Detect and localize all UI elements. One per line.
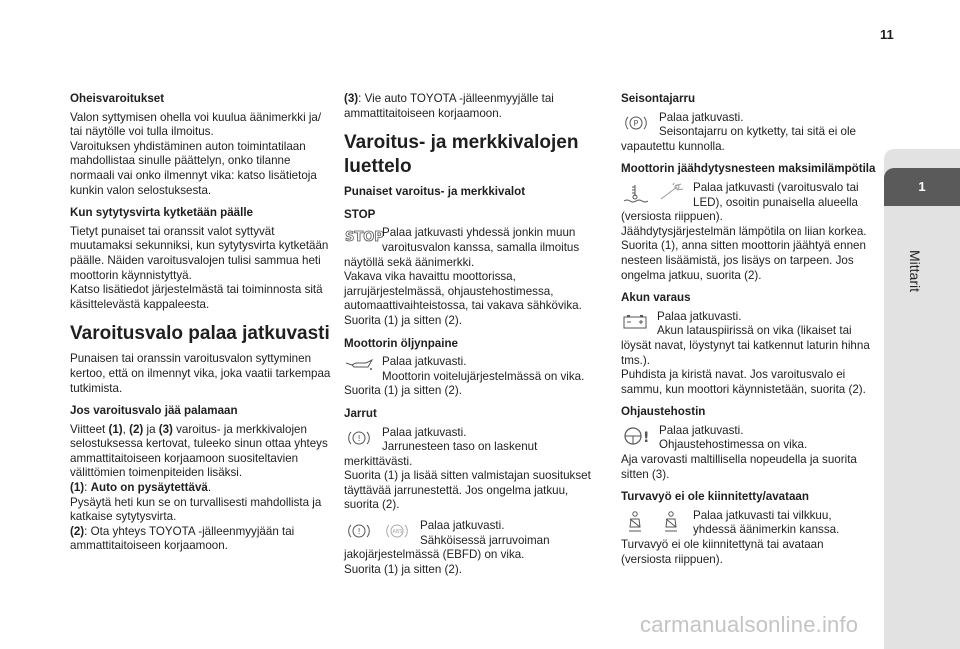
text: Jarrunesteen taso on laskenut merkittävästi. (344, 440, 538, 468)
heading-warning-stays-on: Jos varoitusvalo jää palamaan (70, 404, 238, 418)
text: ja (143, 422, 159, 436)
instruction-stop: Auto on pysäytettävä (90, 481, 208, 495)
text: . (207, 481, 212, 495)
page-number: 11 (880, 27, 894, 42)
paragraph (70, 225, 332, 313)
heading-coolant: Moottorin jäähdytysnesteen maksimilämpötila (621, 162, 876, 176)
text: Suorita (1) ja sitten (2). (344, 313, 462, 327)
paragraph (621, 111, 877, 155)
heading-power-steering: Ohjaustehostin (621, 405, 706, 419)
brake-warning-icon (344, 521, 374, 541)
oil-can-icon (344, 357, 374, 373)
heading-battery: Akun varaus (621, 291, 691, 305)
svg-text:!: ! (643, 429, 650, 446)
brake-warning-icon (344, 428, 374, 448)
stop-icon-text: STOP (345, 230, 384, 246)
text: Palaa jatkuvasti. (659, 110, 744, 124)
text: Palaa jatkuvasti. (382, 355, 467, 369)
heading-brakes: Jarrut (344, 406, 377, 420)
text: Vakava vika havaittu moottorissa, jarrujärjestelmässä, ohjaustehostimessa, automaattivaihteistossa, tai vakava sähkövika. (344, 270, 582, 313)
seatbelt-icon (657, 511, 685, 533)
battery-icon (621, 312, 649, 330)
ref-3: (3) (344, 92, 359, 105)
parking-brake-icon (621, 113, 651, 133)
text: Palaa jatkuvasti tai vilkkuu, yhdessä äänimerkin kanssa. (693, 508, 840, 537)
text: Varoituksen yhdistäminen auton toimintatilaan mahdollistaa sinulle päättelyn, onko tilanne normaali vai onko ilmennyt vika: katso lisätietoja kunkin valon selostuksesta. (70, 139, 317, 197)
text: : Vie auto TOYOTA -jälleenmyyjälle tai ammattitaitoiseen korjaamoon. (344, 92, 554, 120)
text: Suorita (1) ja sitten (2). (344, 384, 462, 398)
ref-2: (2) (129, 422, 144, 436)
abs-icon (382, 521, 412, 541)
heading-oheisvaroitukset: Oheisvaroitukset (70, 92, 165, 105)
section-title-varoitusvalo: Varoitusvalo palaa jatkuvasti (70, 323, 330, 345)
text: Akun latauspiirissä on vika (likaiset tai löysät navat, löystynyt tai katkennut laturin hihna tms.). (621, 324, 870, 367)
text: , (122, 422, 130, 436)
paragraph (621, 310, 877, 398)
paragraph (344, 426, 606, 514)
paragraph (621, 424, 877, 482)
paragraph (344, 92, 606, 121)
text: Sähköisessä jarruvoiman jakojärjestelmässä (EBFD) on vika. (344, 533, 550, 562)
column-3 (621, 92, 877, 573)
ref-2: (2) (70, 524, 85, 538)
svg-text:ABS: ABS (392, 529, 403, 536)
text: Turvavyö ei ole kiinnitettynä tai avataan (versiosta riippuen). (621, 538, 824, 566)
heading-oil-pressure: Moottorin öljynpaine (344, 336, 458, 350)
side-tab (884, 149, 960, 649)
text: Palaa jatkuvasti. (420, 519, 505, 533)
paragraph (70, 423, 332, 554)
section-title-luettelo: Varoitus- ja merkkivalojen luettelo (344, 132, 579, 178)
text: : Ota yhteys TOYOTA -jälleenmyyjään tai ammattitaitoiseen korjaamoon. (70, 524, 295, 553)
text: Suorita (1) ja lisää sitten valmistajan suositukset täyttävää jarrunestettä. Jos ongelma jatkuu, suorita (2). (344, 469, 591, 512)
text: Palaa jatkuvasti (varoitusvalo tai LED), osoitin punaisella alueella (versiosta riippuen). (621, 180, 859, 224)
watermark: carmanualsonline.info (640, 612, 859, 637)
coolant-temp-icon (621, 183, 649, 203)
paragraph: Punaisen tai oranssin varoitusvalon syttyminen kertoo, että on ilmennyt vika, joka vaatii tarkempaa tutkimista. (70, 352, 331, 395)
text: Tietyt punaiset tai oranssit valot syttyvät muutamaksi sekunniksi, kun sytytysvirta kytketään päälle. Näiden varoitusvalojen tulisi sammua heti moottorin käynnistyttyä. (70, 224, 329, 282)
text: Katso lisätiedot järjestelmästä tai toiminnosta sitä käsittelevästä kappaleesta. (70, 283, 323, 311)
ref-3: (3) (158, 422, 173, 436)
text: Palaa jatkuvasti. (659, 423, 744, 437)
text: Moottorin voitelujärjestelmässä on vika. (382, 369, 585, 383)
heading-ignition: Kun sytytysvirta kytketään päälle (70, 206, 254, 220)
text: Aja varovasti maltillisella nopeudella ja suorita sitten (3). (621, 453, 857, 481)
text: Pysäytä heti kun se on turvallisesti mahdollista ja katkaise sytytysvirta. (70, 495, 322, 524)
text: Valon syttymisen ohella voi kuulua äänimerkki ja/ tai näytölle voi tulla ilmoitus. (70, 110, 322, 139)
heading-seatbelt: Turvavyö ei ole kiinnitetty/avataan (621, 490, 809, 504)
text: Palaa jatkuvasti yhdessä jonkin muun varoitusvalon kanssa, samalla ilmoitus näytöllä sekä äänimerkki. (344, 226, 580, 269)
ref-1: (1) (70, 481, 85, 495)
chapter-number-tab[interactable]: 1 (884, 168, 960, 206)
text: Puhdista ja kiristä navat. Jos varoitusvalo ei sammu, kun moottori käynnistetään, suorita (2). (621, 368, 866, 396)
text: Viitteet (70, 422, 109, 436)
subheading-red-lights: Punaiset varoitus- ja merkkivalot (344, 185, 526, 199)
heading-stop: STOP (344, 207, 376, 221)
seatbelt-icon (621, 511, 649, 533)
svg-text:!: ! (357, 433, 361, 443)
text: varoitus- ja merkkivalojen selostuksessa kertovat, tuleeko sinun ottaa yhteys ammattitaitoiseen korjaamoon suositeltavien välittömien toimenpiteiden lisäksi. (70, 422, 328, 480)
text: Jäähdytysjärjestelmän lämpötila on liian korkea. (621, 224, 867, 238)
chapter-label: Mittarit (907, 250, 923, 292)
heading-parking-brake: Seisontajarru (621, 92, 696, 105)
text: Ohjaustehostimessa on vika. (659, 438, 808, 452)
svg-text:!: ! (357, 527, 361, 537)
steering-wheel-icon (621, 426, 651, 446)
paragraph (344, 355, 606, 399)
text: Suorita (1) ja sitten (2). (344, 562, 462, 576)
paragraph (344, 226, 606, 328)
paragraph (70, 111, 332, 199)
column-2 (344, 92, 606, 583)
text: Palaa jatkuvasti. (657, 309, 742, 323)
coolant-led-icon (657, 183, 685, 203)
text: Suorita (1), anna sitten moottorin jäähtyä ennen nesteen lisäämistä, jos lisäys on tarpeen. Jos ongelma jatkuu, suorita (2). (621, 239, 866, 282)
svg-text:P: P (633, 118, 639, 128)
column-1 (70, 92, 332, 554)
stop-warning-icon (344, 228, 384, 246)
text: Seisontajarru on kytketty, tai sitä ei ole vapautettu kunnolla. (621, 125, 856, 153)
ref-1: (1) (108, 422, 123, 436)
text: : (84, 481, 91, 495)
text: Palaa jatkuvasti. (382, 425, 467, 439)
